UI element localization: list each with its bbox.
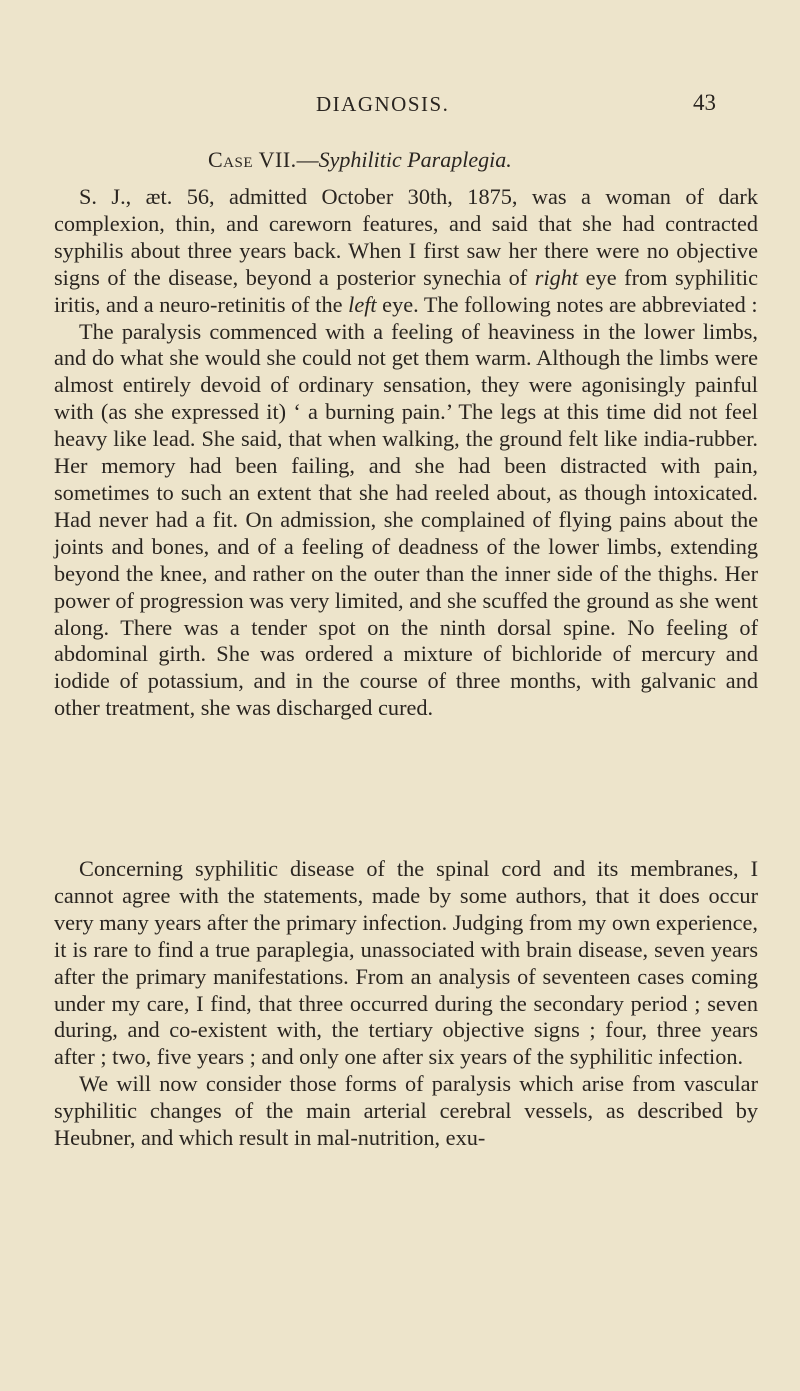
paragraph-patient-history [54,184,758,319]
text-run: eye from syphilitic iritis, and a neuro-retinitis of the [54,264,759,317]
heading-dash: — [296,147,319,172]
running-head-title: DIAGNOSIS. [316,92,450,116]
case-heading [208,147,512,173]
case-notes [54,184,758,722]
page-number: 43 [693,90,716,115]
text-run: S. J., æt. 56, admitted October 30th, 1875, was a woman of dark complexion, thin, and careworn features, and said that she had contracted syphilis about three years back. When I first saw her there were no objective signs of the disease, beyond a posterior synechia of [54,184,758,290]
italic-right: right [534,264,579,290]
italic-left: left [348,291,377,317]
paragraph-paralysis-notes: The paralysis commenced with a feeling of heaviness in the lower limbs, and do what she would she could not get them warm. Although the limbs were almost entirely devoid of ordinary sensation, they were agonisingly painful with (as she expressed it) ‘ a burning pain.’ The legs at this time did not feel heavy like lead. She said, that when walking, the ground felt like india-rubber. Her memory had been failing, and she had been distracted with pain, sometimes to such an extent that she had reeled about, as though intoxicated. Had never had a fit. On admission, she complained of flying pains about the joints and bones, and of a feeling of deadness of the lower limbs, extending beyond the knee, and rather on the outer than the inner side of the thighs. Her power of progression was very limited, and she scuffed the ground as she went along. There was a tender spot on the ninth dorsal spine. No feeling of abdominal girth. She was ordered a mixture of bichloride of mercury and iodide of potassium, and in the course of three months, with galvanic and other treatment, she was discharged cured. [54,318,758,721]
case-subject: Syphilitic Paraplegia. [318,147,512,172]
paragraph-vascular-changes: We will now consider those forms of paralysis which arise from vascular syphilitic changes of the main arterial cerebral vessels, as described by Heubner, and which result in mal-nutrition, exu- [54,1071,758,1151]
running-head [0,92,800,122]
discussion [54,856,758,1152]
text-run: eye. The following notes are abbreviated : [376,291,758,317]
paragraph-spinal-cord: Concerning syphilitic disease of the spinal cord and its membranes, I cannot agree with the statements, made by some authors, that it does occur very many years after the primary infection. Judging from my own experience, it is rare to find a true paraplegia, unassociated with brain disease, seven years after the primary manifestations. From an analysis of seventeen cases coming under my care, I find, that three occurred during the secondary period ; seven during, and co-existent with, the tertiary objective signs ; four, three years after ; two, five years ; and only one after six years of the syphilitic infection. [54,856,758,1070]
case-number: Case VII. [208,147,297,172]
